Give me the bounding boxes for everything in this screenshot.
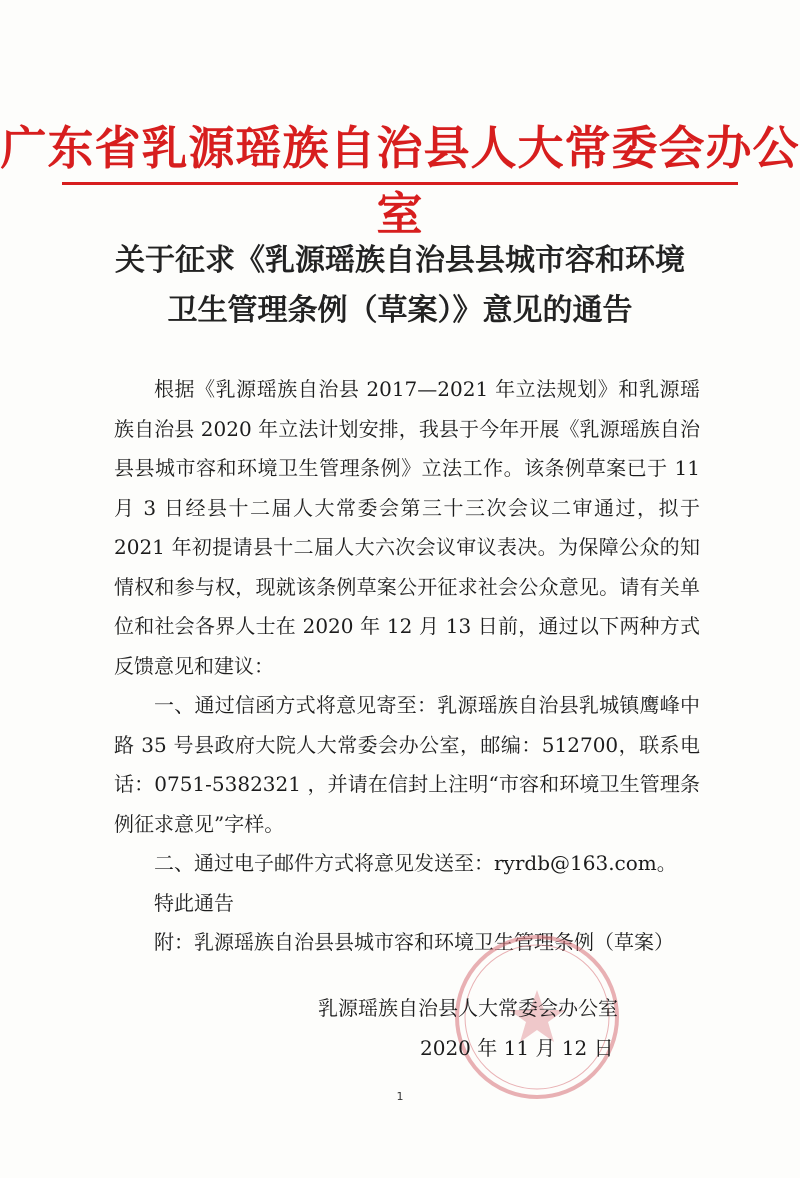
letterhead-org: 广东省乳源瑶族自治县人大常委会办公室 <box>0 121 800 241</box>
signature-block <box>300 988 700 1068</box>
notice-title <box>0 236 800 336</box>
notice-title-line2: 卫生管理条例（草案）》意见的通告 <box>167 293 633 328</box>
signature-date: 2020 年 11 月 12 日 <box>420 1036 614 1060</box>
page-number: 1 <box>396 1090 404 1103</box>
letterhead-red-rule <box>62 182 738 185</box>
paragraph-intro: 根据《乳源瑶族自治县 2017—2021 年立法规划》和乳源瑶族自治县 2020 年立法计划安排，我县于今年开展《乳源瑶族自治县县城市容和环境卫生管理条例》立法工作。该条例草案已于 11 月 3 日经县十二届人大常委会第三十三次会议二审通过，拟于 2021 年初提请县十二届人大六次会议审议表决。为保障公众的知情权和参与权，现就该条例草案公开征求社会公众意见。请有关单位和社会各界人士在 2020 年 12 月 13 日前，通过以下两种方式反馈意见和建议： <box>114 377 700 678</box>
paragraph-closing: 特此通告 <box>154 890 234 915</box>
attachment-line: 附：乳源瑶族自治县县城市容和环境卫生管理条例（草案） <box>154 930 674 954</box>
signature-org: 乳源瑶族自治县人大常委会办公室 <box>318 996 618 1020</box>
paragraph-mail-method: 一、通过信函方式将意见寄至：乳源瑶族自治县乳城镇鹰峰中路 35 号县政府大院人大常委会办公室，邮编：512700，联系电话：0751-5382321 ，并请在信封上注明“市容和环境卫生管理条例征求意见”字样。 <box>114 693 700 836</box>
notice-title-line1: 关于征求《乳源瑶族自治县县城市容和环境 <box>115 243 685 278</box>
paragraph-email-method: 二、通过电子邮件方式将意见发送至：ryrdb@163.com。 <box>154 851 677 875</box>
notice-body <box>114 370 700 963</box>
